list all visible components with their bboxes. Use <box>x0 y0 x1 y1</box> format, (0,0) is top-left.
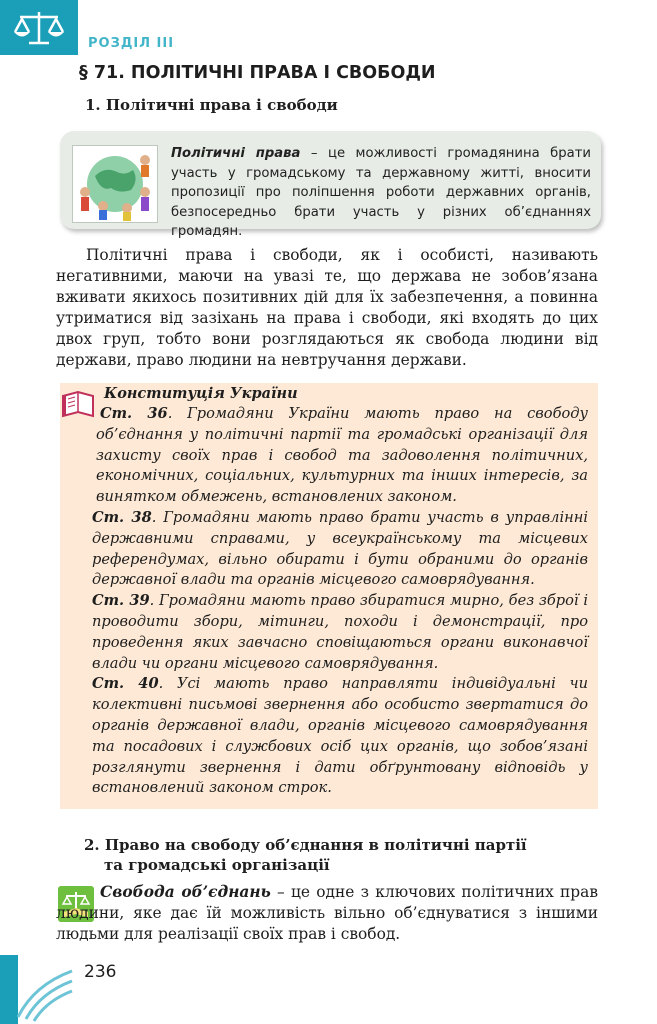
constitution-articles <box>92 404 589 799</box>
freedom-term: Свобода об’єднань <box>100 883 271 901</box>
article-40: Ст. 40. Усі мають право направляти індивідуальні чи колективні письмові звернення або особисто звертатися до органів державної влади, органів місцевого самоврядування та посадових і службових осіб цих органів, що зобов’язані розглянути звернення і дати обґрунтовану відповідь у встановлений законом строк. <box>92 675 588 797</box>
definition-text <box>171 144 591 242</box>
corner-badge <box>0 0 78 55</box>
subsection-title-2-line1: 2. Право на свободу об’єднання в політичні партії <box>84 836 527 854</box>
definition-term: Політичні права <box>171 146 301 161</box>
page-title: § 71. ПОЛІТИЧНІ ПРАВА І СВОБОДИ <box>79 63 436 83</box>
page-number: 236 <box>84 962 117 982</box>
subsection-title-1: 1. Політичні права і свободи <box>85 96 338 114</box>
article-36: Ст. 36. Громадяни України мають право на свободу об’єднання у політичні партії та громадські організації для захисту своїх прав і свобод та задоволення політичних, економічних, соціальних, культурних та інших інтересів, за винятком обмежень, встановлених законом. <box>96 405 588 506</box>
subsection-title-2-line2: та громадські організації <box>104 856 330 874</box>
book-icon <box>60 388 96 420</box>
children-globe-illustration <box>72 145 158 223</box>
section-label: РОЗДІЛ III <box>88 36 175 51</box>
constitution-title: Конституція України <box>104 385 298 402</box>
main-paragraph: Політичні права і свободи, як і особисті, називають негативними, маючи на увазі те, що держава не зобов’язана вживати якихось позитивних дій для їх забезпечення, а повинна утриматися від зазіхань на права і свободи, які входять до цих двох груп, тобто вони розглядаються як свобода людини від держави, право людини на невтручання держави. <box>56 246 598 369</box>
definition-body: – це можливості громадянина брати участь у громадському та державному житті, вносити пропозиції про поліпшення роботи державних органів, безпосередньо брати участь у різних об’єднаннях громадян. <box>171 146 591 239</box>
page-corner-decoration <box>0 955 80 1024</box>
scales-icon <box>12 8 66 48</box>
article-38: Ст. 38. Громадяни мають право брати участь в управлінні державними справами, у всеукраїнському та місцевих референдумах, вільно обирати і бути обраними до органів державної влади та органів місцевого самоврядування. <box>92 508 589 589</box>
article-39: Ст. 39. Громадяни мають право збиратися мирно, без зброї і проводити збори, мітинги, походи і демонстрації, про проведення яких завчасно сповіщаються органи виконавчої влади чи органи місцевого самоврядування. <box>92 592 589 672</box>
freedom-of-association-paragraph <box>56 882 598 945</box>
freedom-body: – це одне з ключових політичних прав людини, яке дає їй можливість вільно об’єднуватися з іншими людьми для реалізації своїх прав і свобод. <box>56 883 598 943</box>
